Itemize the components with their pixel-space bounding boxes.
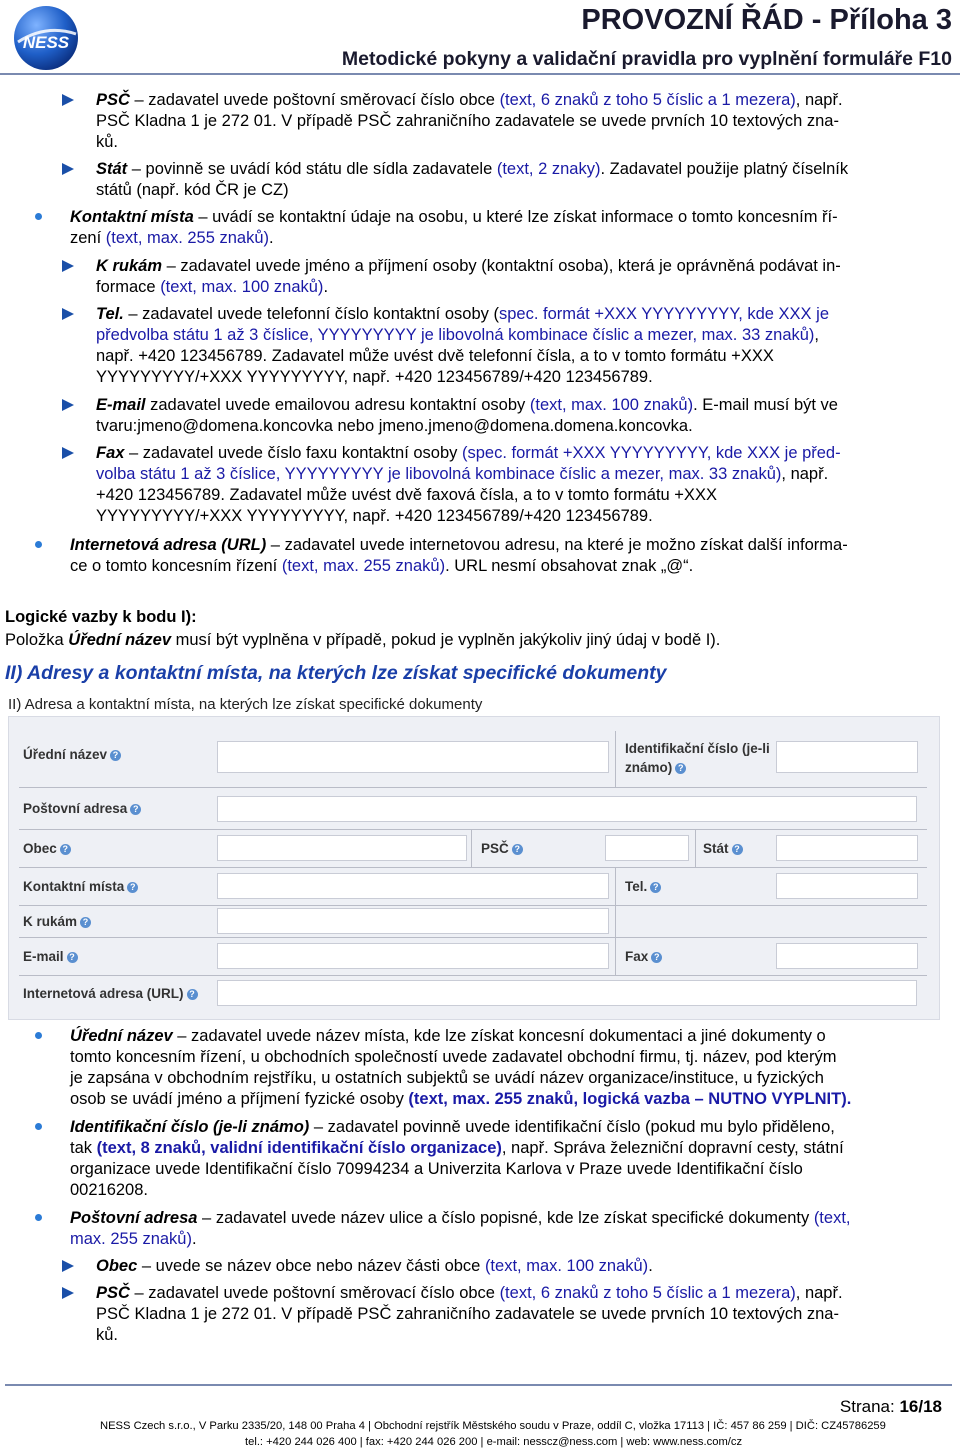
label-identifikacni-cislo: Identifikační číslo (je-li známo) ? bbox=[625, 741, 770, 775]
psc-line-1: PSČ – zadavatel uvede poštovní směrovací číslo obce (text, 6 znaků z toho 5 číslic a 1 mezera), např. bbox=[96, 91, 843, 109]
form-row-email-fax bbox=[19, 937, 927, 976]
help-icon: ? bbox=[675, 763, 686, 774]
footer-company-line: NESS Czech s.r.o., V Parku 2335/20, 148 00 Praha 4 | Obchodní rejstřík Městského soudu v Praze, oddíl C, vložka 17113 | IČ: 457 86 259 | DIČ: CZ45786259 bbox=[100, 1420, 886, 1432]
form-row-k-rukam bbox=[19, 905, 927, 938]
help-icon: ? bbox=[80, 917, 91, 928]
label-stat: Stát ? bbox=[703, 841, 743, 856]
psc-line-2: PSČ Kladna 1 je 272 01. V případě PSČ zahraničního zadavatele se uvede prvních 10 textových zna- bbox=[96, 112, 839, 130]
fax-line-2: volba státu 1 až 3 číslice, YYYYYYYYY je libovolná kombinace číslic a mezer, max. 33 znaků), např. bbox=[96, 465, 829, 483]
bullet-dot-icon bbox=[35, 1032, 42, 1039]
arrow-bullet-icon bbox=[62, 447, 74, 459]
fax-line-1: Fax – zadavatel uvede číslo faxu kontaktní osoby (spec. formát +XXX YYYYYYYYY, kde XXX je před- bbox=[96, 444, 841, 462]
kontaktni-line-1: Kontaktní místa – uvádí se kontaktní údaje na osobu, u které lze získat informace o tomto koncesním ří- bbox=[70, 208, 838, 226]
email-line-2: tvaru:jmeno@domena.koncovka nebo jmeno.jmeno@domena.domena.koncovka. bbox=[96, 417, 693, 435]
input-obec[interactable] bbox=[217, 835, 467, 861]
postovni-line-1: Poštovní adresa – zadavatel uvede název ulice a číslo popisné, kde lze získat specifické dokumenty (text, bbox=[70, 1209, 851, 1227]
ident-line-4: 00216208. bbox=[70, 1181, 148, 1199]
stat-line-1: Stát – povinně se uvádí kód státu dle sídla zadavatele (text, 2 znaky). Zadavatel použije platný číselník bbox=[96, 160, 849, 178]
tel-line-2: předvolba státu 1 až 3 číslice, YYYYYYYYY je libovolná kombinace číslic a mezer, max. 33 znaků), bbox=[96, 326, 820, 344]
arrow-bullet-icon bbox=[62, 308, 74, 320]
label-obec: Obec ? bbox=[23, 841, 71, 856]
arrow-bullet-icon bbox=[62, 1260, 74, 1272]
help-icon: ? bbox=[650, 882, 661, 893]
help-icon: ? bbox=[512, 844, 523, 855]
help-icon: ? bbox=[110, 750, 121, 761]
form-row-url bbox=[19, 975, 927, 1011]
tel-line-3: např. +420 123456789. Zadavatel může uvést dvě telefonní čísla, a to v tomto formátu +XXX bbox=[96, 347, 774, 365]
label-email: E-mail ? bbox=[23, 949, 78, 964]
footer-contact-line: tel.: +420 244 026 400 | fax: +420 244 026 200 | e-mail: nesscz@ness.com | web: www.ness.com/cz bbox=[245, 1436, 743, 1448]
form-row-kontaktni-tel bbox=[19, 867, 927, 906]
input-url[interactable] bbox=[217, 980, 917, 1006]
help-icon: ? bbox=[67, 952, 78, 963]
input-stat[interactable] bbox=[776, 835, 918, 861]
uredni-line-1: Úřední název – zadavatel uvede název místa, kde lze získat koncesní dokumentaci a jiné dokumenty o bbox=[70, 1027, 826, 1045]
help-icon: ? bbox=[127, 882, 138, 893]
label-url: Internetová adresa (URL) ? bbox=[23, 986, 198, 1001]
kontaktni-line-2: zení (text, max. 255 znaků). bbox=[70, 229, 274, 247]
psc-bottom-line-1: PSČ – zadavatel uvede poštovní směrovací číslo obce (text, 6 znaků z toho 5 číslic a 1 mezera), např. bbox=[96, 1284, 843, 1302]
page-number: Strana: 16/18 bbox=[839, 1397, 942, 1416]
uredni-line-3: je zapsána v obchodním rejstříku, u ostatních subjektů se uvádí název organizace/instituce, u fyzických bbox=[70, 1069, 824, 1087]
divider bbox=[695, 829, 696, 867]
bullet-dot-icon bbox=[35, 1123, 42, 1130]
email-line-1: E-mail zadavatel uvede emailovou adresu kontaktní osoby (text, max. 100 znaků). E-mail musí být ve bbox=[96, 396, 838, 414]
arrow-bullet-icon bbox=[62, 260, 74, 272]
input-tel[interactable] bbox=[776, 873, 918, 899]
input-email[interactable] bbox=[217, 943, 609, 969]
arrow-bullet-icon bbox=[62, 163, 74, 175]
header-divider bbox=[0, 73, 960, 75]
divider bbox=[615, 731, 616, 787]
krukam-line-2: formace (text, max. 100 znaků). bbox=[96, 278, 329, 296]
form-row-uredni-nazev bbox=[19, 731, 927, 788]
help-icon: ? bbox=[651, 952, 662, 963]
label-postovni-adresa: Poštovní adresa ? bbox=[23, 801, 141, 816]
help-icon: ? bbox=[732, 844, 743, 855]
divider bbox=[615, 937, 616, 975]
stat-line-2: států (např. kód ČR je CZ) bbox=[96, 181, 289, 199]
label-fax: Fax ? bbox=[625, 949, 662, 964]
form-screenshot bbox=[8, 716, 940, 1020]
section-2-heading: II) Adresy a kontaktní místa, na kterých lze získat specifické dokumenty bbox=[5, 662, 667, 684]
ident-line-1: Identifikační číslo (je-li známo) – zadavatel povinně uvede identifikační číslo (pokud mu bylo přiděleno, bbox=[70, 1118, 835, 1136]
input-postovni-adresa[interactable] bbox=[217, 796, 917, 822]
label-psc: PSČ ? bbox=[481, 841, 523, 856]
arrow-bullet-icon bbox=[62, 1287, 74, 1299]
footer-divider bbox=[5, 1384, 952, 1386]
arrow-bullet-icon bbox=[62, 399, 74, 411]
tel-line-1: Tel. – zadavatel uvede telefonní číslo kontaktní osoby (spec. formát +XXX YYYYYYYYY, kde XXX je bbox=[96, 305, 829, 323]
url-line-1: Internetová adresa (URL) – zadavatel uvede internetovou adresu, na které je možno získat další informa- bbox=[70, 536, 848, 554]
divider bbox=[615, 905, 616, 937]
label-uredni-nazev: Úřední název ? bbox=[23, 747, 121, 762]
bullet-dot-icon bbox=[35, 541, 42, 548]
help-icon: ? bbox=[60, 844, 71, 855]
form-screenshot-heading: II) Adresa a kontaktní místa, na kterých lze získat specifické dokumenty bbox=[8, 696, 483, 713]
logic-heading: Logické vazby k bodu I): bbox=[5, 608, 197, 626]
input-uredni-nazev[interactable] bbox=[217, 741, 609, 773]
input-identifikacni-cislo[interactable] bbox=[776, 741, 918, 773]
help-icon: ? bbox=[187, 989, 198, 1000]
ident-line-2: tak (text, 8 znaků, validní identifikační číslo organizace), např. Správa železniční dopravní cesty, státní bbox=[70, 1139, 844, 1157]
krukam-line-1: K rukám – zadavatel uvede jméno a příjmení osoby (kontaktní osoba), která je oprávněná podávat in- bbox=[96, 257, 841, 275]
input-psc[interactable] bbox=[605, 835, 689, 861]
ness-logo bbox=[12, 4, 80, 72]
fax-line-3: +420 123456789. Zadavatel může uvést dvě faxová čísla, a to v tomto formátu +XXX bbox=[96, 486, 717, 504]
document-title: PROVOZNÍ ŘÁD - Příloha 3 bbox=[581, 4, 952, 36]
psc-line-3: ků. bbox=[96, 133, 119, 151]
ident-line-3: organizace uvede Identifikační číslo 70994234 a Univerzita Karlova v Praze uvede Identifikační číslo bbox=[70, 1160, 803, 1178]
psc-bottom-line-2: PSČ Kladna 1 je 272 01. V případě PSČ zahraničního zadavatele se uvede prvních 10 textových zna- bbox=[96, 1305, 839, 1323]
help-icon: ? bbox=[130, 804, 141, 815]
form-row-postovni-adresa bbox=[19, 787, 927, 830]
fax-line-4: YYYYYYYYY/+XXX YYYYYYYYY, např. +420 123456789/+420 123456789. bbox=[96, 507, 653, 525]
input-k-rukam[interactable] bbox=[217, 908, 609, 934]
label-kontaktni-mista: Kontaktní místa ? bbox=[23, 879, 138, 894]
uredni-line-2: tomto koncesním řízení, u obchodních společností uvede zadavatel obchodní firmu, tj. název, pod kterým bbox=[70, 1048, 837, 1066]
uredni-line-4: osob se uvádí jméno a příjmení fyzické osoby (text, max. 255 znaků, logická vazba – NUTNO VYPLNIT). bbox=[70, 1090, 852, 1108]
label-k-rukam: K rukám ? bbox=[23, 914, 91, 929]
document-subtitle: Metodické pokyny a validační pravidla pro vyplnění formuláře F10 bbox=[341, 48, 952, 70]
input-kontaktni-mista[interactable] bbox=[217, 873, 609, 899]
url-line-2: ce o tomto koncesním řízení (text, max. 255 znaků). URL nesmí obsahovat znak „@“. bbox=[70, 557, 694, 575]
arrow-bullet-icon bbox=[62, 94, 74, 106]
psc-bottom-line-3: ků. bbox=[96, 1326, 119, 1344]
obec-line-1: Obec – uvede se název obce nebo název části obce (text, max. 100 znaků). bbox=[96, 1257, 653, 1275]
logic-text: Položka Úřední název musí být vyplněna v případě, pokud je vyplněn jakýkoliv jiný údaj v bodě I). bbox=[5, 631, 721, 649]
input-fax[interactable] bbox=[776, 943, 918, 969]
postovni-line-2: max. 255 znaků). bbox=[70, 1230, 197, 1248]
form-row-obec-psc-stat bbox=[19, 829, 927, 868]
divider bbox=[615, 867, 616, 905]
bullet-dot-icon bbox=[35, 1214, 42, 1221]
bullet-dot-icon bbox=[35, 213, 42, 220]
tel-line-4: YYYYYYYYY/+XXX YYYYYYYYY, např. +420 123456789/+420 123456789. bbox=[96, 368, 653, 386]
label-tel: Tel. ? bbox=[625, 879, 661, 894]
logo-text: NESS bbox=[22, 33, 70, 52]
divider bbox=[471, 829, 472, 867]
